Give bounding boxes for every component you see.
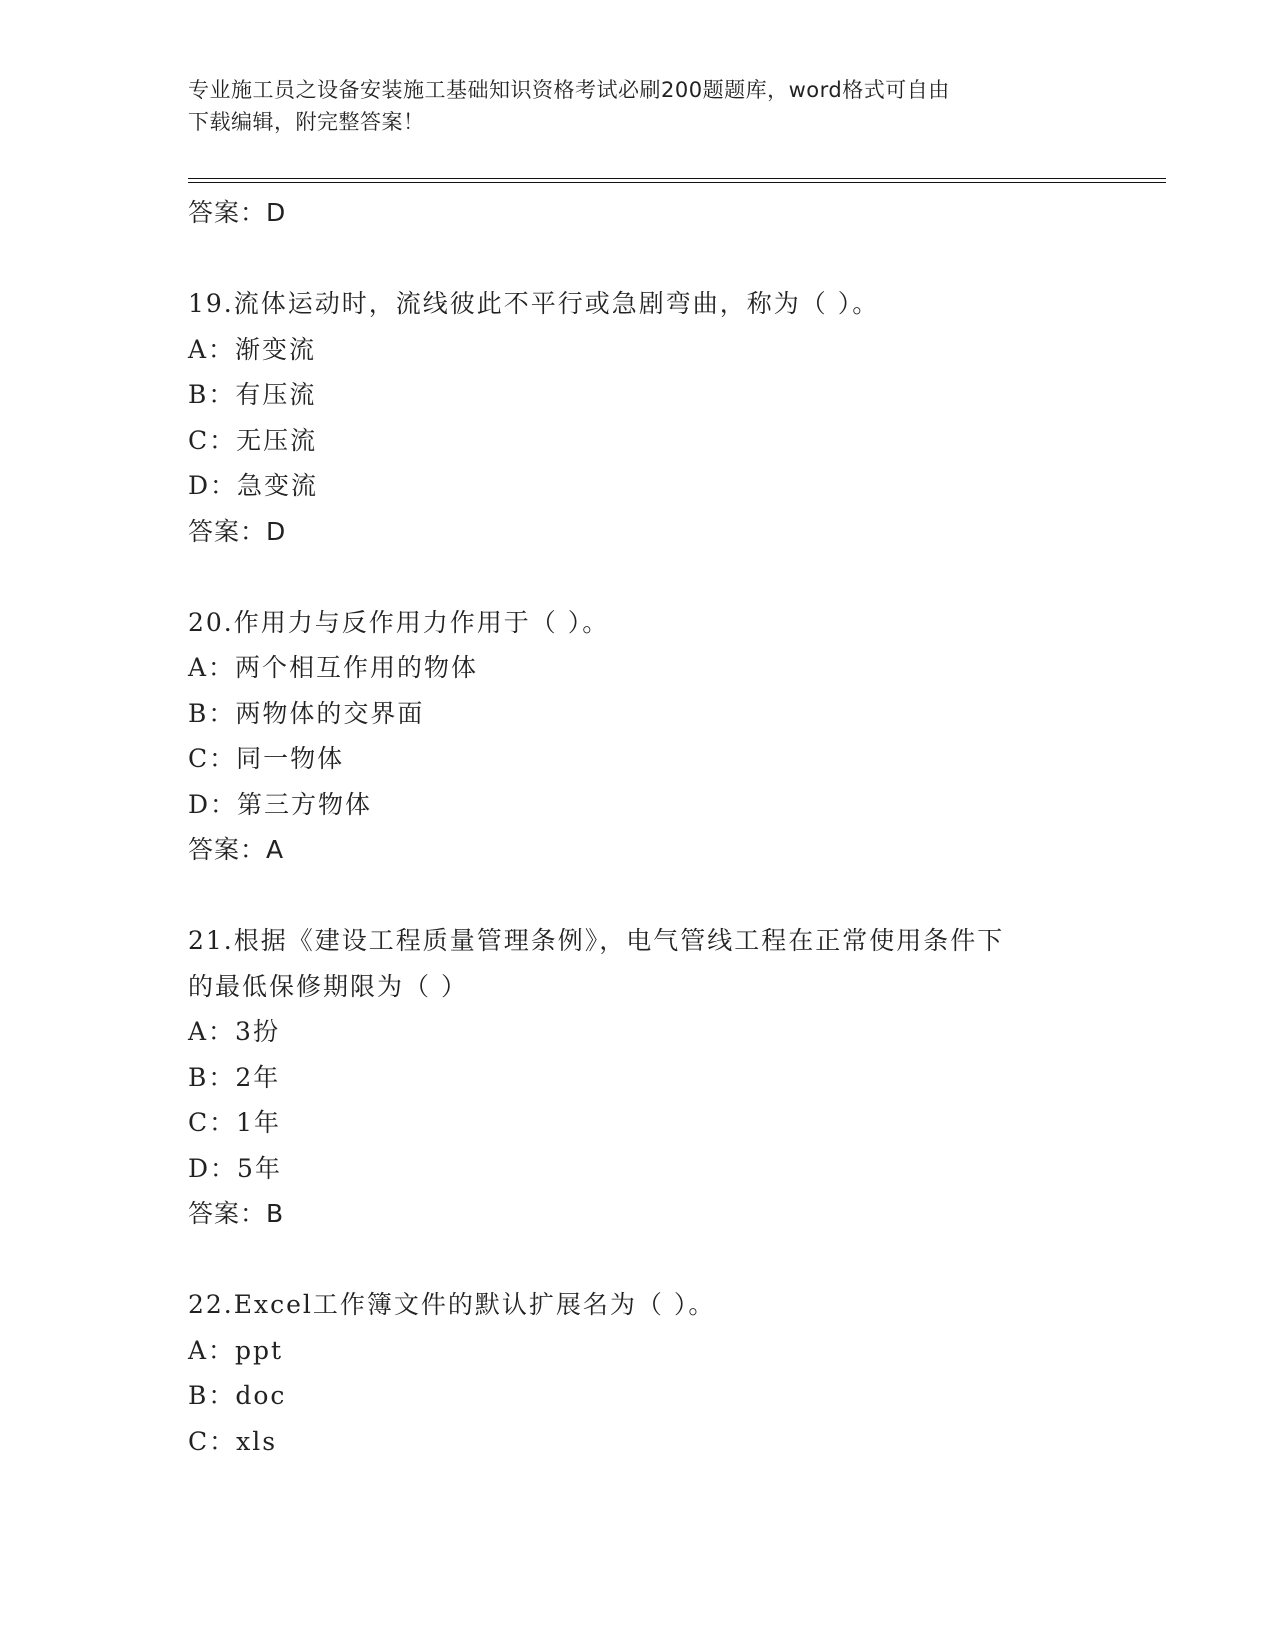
question-stem: 20.作用力与反作用力作用于（ ）。: [188, 607, 610, 637]
spacer: [188, 1237, 1088, 1283]
question-22: [188, 1282, 1088, 1464]
option-d: D：5年: [188, 1153, 282, 1183]
header-divider-bottom: [188, 182, 1166, 183]
option-a: A：3扮: [188, 1017, 280, 1046]
spacer: [188, 873, 1088, 919]
question-list: [188, 190, 1088, 1464]
header-line-1: 专业施工员之设备安装施工基础知识资格考试必刷200题题库，word格式可自由: [188, 78, 950, 102]
option-a: A：渐变流: [188, 334, 317, 364]
spacer: [188, 554, 1088, 600]
option-a: A：两个相互作用的物体: [188, 653, 479, 682]
option-d: D：急变流: [188, 471, 319, 500]
option-c: C：xls: [188, 1426, 278, 1456]
header-line-2: 下载编辑，附完整答案！: [188, 110, 425, 134]
question-stem: 21.根据《建设工程质量管理条例》，电气管线工程在正常使用条件下: [188, 926, 1005, 955]
spacer: [188, 236, 1088, 282]
previous-answer: 答案：D: [188, 198, 287, 227]
question-21: [188, 918, 1088, 1237]
document-header: [188, 74, 1068, 138]
option-b: B：有压流: [188, 380, 317, 409]
option-a: A：ppt: [188, 1335, 284, 1365]
question-20: [188, 600, 1088, 873]
option-b: B：doc: [188, 1381, 287, 1410]
option-b: B：两物体的交界面: [188, 698, 425, 728]
header-divider-top: [188, 178, 1166, 179]
question-stem-continued: 的最低保修期限为（ ）: [188, 971, 468, 1001]
option-b: B：2年: [188, 1062, 281, 1092]
answer-label: 答案：A: [188, 835, 285, 864]
question-stem: 22.Excel工作簿文件的默认扩展名为（ ）。: [188, 1290, 716, 1319]
option-d: D：第三方物体: [188, 789, 373, 819]
option-c: C：无压流: [188, 425, 318, 455]
answer-label: 答案：B: [188, 1199, 285, 1228]
answer-label: 答案：D: [188, 516, 287, 546]
option-c: C：同一物体: [188, 744, 345, 773]
option-c: C：1年: [188, 1108, 282, 1137]
question-19: [188, 281, 1088, 554]
question-stem: 19.流体运动时，流线彼此不平行或急剧弯曲，称为（ ）。: [188, 289, 880, 318]
